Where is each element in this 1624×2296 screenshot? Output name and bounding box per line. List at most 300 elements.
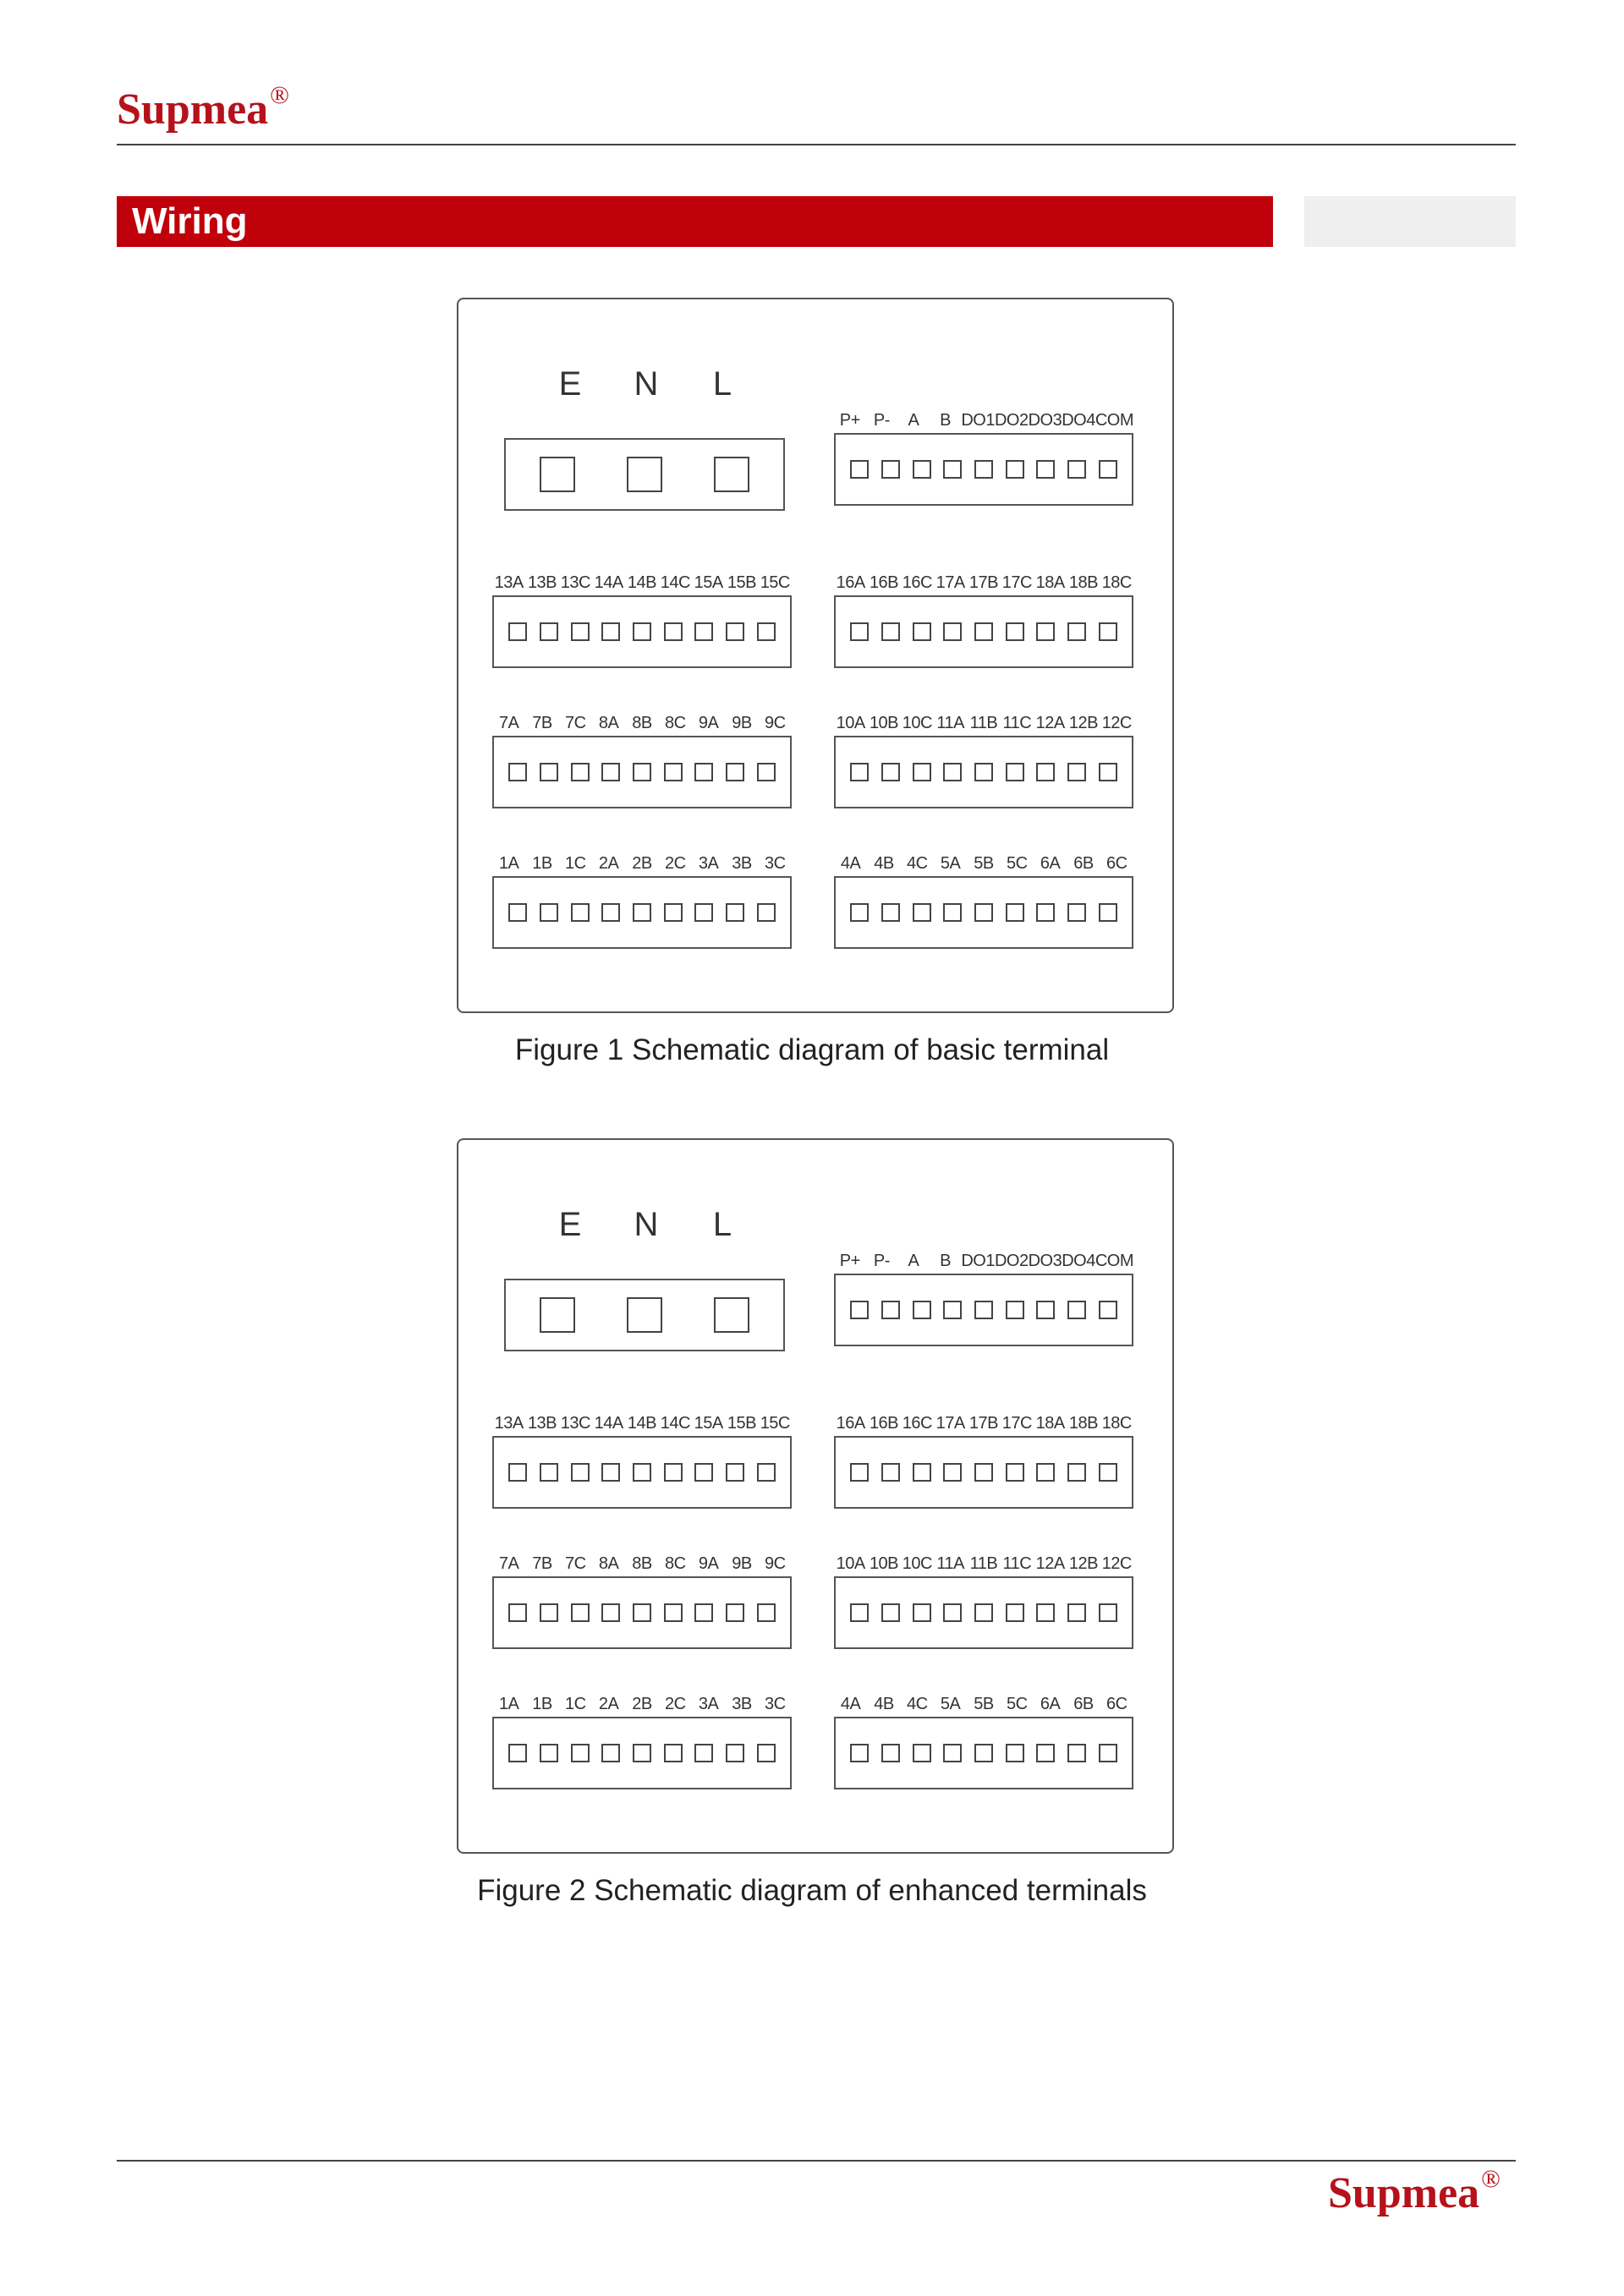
terminal-slot xyxy=(943,1301,962,1319)
terminal-slot xyxy=(850,1463,869,1482)
terminal-slot xyxy=(913,1301,931,1319)
terminal-label: DO2 xyxy=(994,1252,1029,1270)
terminal-slot xyxy=(881,903,900,922)
terminal-slot xyxy=(850,903,869,922)
terminal-label: 12A xyxy=(1035,714,1065,732)
terminal-slot xyxy=(1099,903,1117,922)
terminal-slot xyxy=(601,763,620,781)
terminal-slot xyxy=(726,1603,744,1622)
terminal-slot xyxy=(1036,1463,1055,1482)
terminal-labels xyxy=(492,851,792,876)
terminal-label: DO3 xyxy=(1028,1252,1062,1270)
terminal-label: 6C xyxy=(1106,854,1127,873)
terminal-label: 5B xyxy=(974,1695,994,1713)
terminal-box xyxy=(492,876,792,949)
terminal-label: COM xyxy=(1095,411,1133,430)
terminal-label: 17B xyxy=(968,573,999,592)
terminal-slot xyxy=(694,622,713,641)
terminal-slot xyxy=(1036,622,1055,641)
terminal-label: 1A xyxy=(498,854,519,873)
terminal-label: 10C xyxy=(902,1554,932,1573)
terminal-label: 8C xyxy=(665,1554,686,1573)
terminal-slot xyxy=(1099,460,1117,479)
terminal-labels xyxy=(492,570,792,595)
terminal-label: 11A xyxy=(936,714,964,732)
power-label: N xyxy=(634,1206,659,1243)
terminal-label: 10B xyxy=(869,1554,899,1573)
terminal-slot xyxy=(601,622,620,641)
terminal-slot xyxy=(714,457,749,492)
terminal-label: 17C xyxy=(1001,1414,1032,1433)
terminal-block xyxy=(492,851,792,949)
terminal-label: 13A xyxy=(494,1414,524,1433)
terminal-label: 4C xyxy=(907,854,928,873)
terminal-box xyxy=(492,595,792,668)
terminal-labels xyxy=(492,710,792,736)
terminal-slot xyxy=(913,903,931,922)
power-terminal-box xyxy=(504,1279,785,1351)
terminal-slot xyxy=(850,1603,869,1622)
terminal-slot xyxy=(726,1463,744,1482)
terminal-label: 15C xyxy=(760,573,790,592)
terminal-slot xyxy=(540,1744,558,1762)
terminal-label: P+ xyxy=(839,1252,860,1270)
terminal-block xyxy=(492,570,792,668)
power-label: L xyxy=(712,1206,732,1243)
terminal-block xyxy=(492,1551,792,1649)
terminal-slot xyxy=(601,903,620,922)
terminal-label: P- xyxy=(873,1252,890,1270)
terminal-slot xyxy=(508,622,527,641)
terminal-label: 15B xyxy=(727,1414,756,1433)
power-labels xyxy=(553,1206,739,1244)
terminal-label: 2C xyxy=(665,1695,686,1713)
terminal-label: 6A xyxy=(1040,854,1061,873)
terminal-slot xyxy=(714,1297,749,1333)
terminal-label: 10A xyxy=(836,714,865,732)
terminal-slot xyxy=(974,763,993,781)
terminal-block xyxy=(834,1551,1133,1649)
terminal-box xyxy=(834,595,1133,668)
terminal-label: 3B xyxy=(732,854,752,873)
terminal-slot xyxy=(1067,1603,1086,1622)
terminal-block xyxy=(834,1691,1133,1789)
registered-mark: ® xyxy=(1481,2165,1501,2193)
terminal-slot xyxy=(1067,903,1086,922)
terminal-box xyxy=(834,1576,1133,1649)
comm-terminal-block xyxy=(834,408,1133,506)
terminal-label: 11B xyxy=(969,1554,998,1573)
terminal-label: 17A xyxy=(935,1414,965,1433)
terminal-label: 14C xyxy=(660,573,690,592)
section-title: Wiring xyxy=(117,196,1273,247)
terminal-slot xyxy=(726,763,744,781)
terminal-label: 14C xyxy=(660,1414,690,1433)
terminal-slot xyxy=(694,903,713,922)
terminal-slot xyxy=(1006,763,1024,781)
terminal-slot xyxy=(974,1463,993,1482)
terminal-slot xyxy=(1036,763,1055,781)
terminal-label: 3A xyxy=(698,1695,719,1713)
terminal-slot xyxy=(1067,460,1086,479)
terminal-label: 6B xyxy=(1073,1695,1094,1713)
terminal-label: 18B xyxy=(1068,1414,1098,1433)
terminal-label: 17B xyxy=(968,1414,999,1433)
terminal-slot xyxy=(974,1301,993,1319)
terminal-slot xyxy=(1036,1744,1055,1762)
terminal-label: 12B xyxy=(1068,714,1098,732)
terminal-slot xyxy=(757,903,776,922)
terminal-slot xyxy=(1099,763,1117,781)
terminal-slot xyxy=(1099,622,1117,641)
terminal-label: 7C xyxy=(565,1554,586,1573)
terminal-slot xyxy=(540,457,575,492)
brand-logo xyxy=(117,81,289,134)
terminal-block xyxy=(834,851,1133,949)
terminal-slot xyxy=(694,1463,713,1482)
terminal-slot xyxy=(881,1463,900,1482)
terminal-slot xyxy=(540,1463,558,1482)
terminal-label: 18A xyxy=(1035,1414,1065,1433)
comm-terminal-block xyxy=(834,1248,1133,1346)
terminal-label: 16C xyxy=(902,1414,932,1433)
terminal-slot xyxy=(1006,1744,1024,1762)
terminal-slot xyxy=(1067,1301,1086,1319)
terminal-slot xyxy=(757,763,776,781)
terminal-slot xyxy=(1036,903,1055,922)
terminal-label: 2A xyxy=(598,854,619,873)
footer-logo xyxy=(1328,2165,1501,2217)
terminal-slot xyxy=(881,763,900,781)
terminal-slot xyxy=(664,1463,683,1482)
terminal-slot xyxy=(1036,460,1055,479)
registered-mark: ® xyxy=(270,81,289,109)
terminal-label: 16C xyxy=(902,573,932,592)
terminal-label: 2C xyxy=(665,854,686,873)
terminal-slot xyxy=(1099,1463,1117,1482)
terminal-label: B xyxy=(940,411,951,430)
terminal-label: 16A xyxy=(836,573,865,592)
figure-caption: Figure 2 Schematic diagram of enhanced terminals xyxy=(477,1874,1147,1907)
terminal-label: 7C xyxy=(565,714,586,732)
terminal-label: 4B xyxy=(874,854,894,873)
terminal-label: DO4 xyxy=(1062,1252,1095,1270)
terminal-slot xyxy=(913,763,931,781)
terminal-slot xyxy=(881,1744,900,1762)
terminal-slot xyxy=(1036,1301,1055,1319)
terminal-label: 5B xyxy=(974,854,994,873)
terminal-slot xyxy=(726,622,744,641)
terminal-label: 8B xyxy=(632,714,652,732)
terminal-label: 13C xyxy=(560,1414,590,1433)
terminal-slot xyxy=(881,460,900,479)
terminal-label: 8C xyxy=(665,714,686,732)
terminal-label: 13B xyxy=(527,1414,557,1433)
terminal-box xyxy=(492,1576,792,1649)
terminal-slot xyxy=(1006,460,1024,479)
terminal-label: 1C xyxy=(565,854,586,873)
terminal-label: 4B xyxy=(874,1695,894,1713)
terminal-label: 18A xyxy=(1035,573,1065,592)
terminal-label: 2A xyxy=(598,1695,619,1713)
terminal-label: 1B xyxy=(532,854,552,873)
terminal-labels xyxy=(834,408,1133,433)
terminal-slot xyxy=(601,1603,620,1622)
terminal-box xyxy=(834,1717,1133,1789)
terminal-slot xyxy=(664,622,683,641)
terminal-slot xyxy=(913,622,931,641)
terminal-box xyxy=(834,1274,1133,1346)
terminal-label: 5A xyxy=(940,1695,961,1713)
terminal-label: 14A xyxy=(594,573,623,592)
terminal-label: 18C xyxy=(1101,573,1132,592)
terminal-slot xyxy=(943,903,962,922)
terminal-label: 2B xyxy=(632,1695,652,1713)
terminal-slot xyxy=(1067,1744,1086,1762)
terminal-slot xyxy=(508,1463,527,1482)
terminal-slot xyxy=(571,1463,590,1482)
figure-caption: Figure 1 Schematic diagram of basic terminal xyxy=(514,1033,1110,1066)
terminal-label: 10A xyxy=(836,1554,865,1573)
terminal-slot xyxy=(664,1744,683,1762)
terminal-label: 3C xyxy=(765,1695,786,1713)
terminal-box xyxy=(492,1717,792,1789)
terminal-label: 11A xyxy=(936,1554,964,1573)
terminal-box xyxy=(834,736,1133,808)
terminal-slot xyxy=(1036,1603,1055,1622)
power-label: L xyxy=(712,365,732,403)
terminal-slot xyxy=(913,1603,931,1622)
terminal-label: 7A xyxy=(498,714,519,732)
terminal-label: 4A xyxy=(840,854,861,873)
terminal-label: 9B xyxy=(732,1554,752,1573)
terminal-label: 5A xyxy=(940,854,961,873)
terminal-slot xyxy=(633,763,651,781)
terminal-slot xyxy=(694,1603,713,1622)
terminal-block xyxy=(834,710,1133,808)
terminal-slot xyxy=(633,622,651,641)
terminal-slot xyxy=(913,1744,931,1762)
terminal-slot xyxy=(508,1603,527,1622)
terminal-label: 1C xyxy=(565,1695,586,1713)
terminal-slot xyxy=(664,763,683,781)
terminal-label: 11C xyxy=(1002,714,1032,732)
terminal-label: 16B xyxy=(869,573,899,592)
terminal-slot xyxy=(913,460,931,479)
brand-name: Supmea xyxy=(117,85,269,134)
terminal-slot xyxy=(943,460,962,479)
terminal-label: 16B xyxy=(869,1414,899,1433)
terminal-label: 15A xyxy=(694,573,723,592)
footer-rule xyxy=(117,2160,1516,2162)
terminal-slot xyxy=(540,1297,575,1333)
terminal-label: P- xyxy=(873,411,890,430)
terminal-labels xyxy=(834,1551,1133,1576)
terminal-slot xyxy=(627,1297,662,1333)
terminal-slot xyxy=(881,1603,900,1622)
terminal-label: 10C xyxy=(902,714,932,732)
terminal-slot xyxy=(633,1463,651,1482)
terminal-slot xyxy=(943,1744,962,1762)
section-bar-accent xyxy=(1304,196,1516,247)
terminal-panel-basic xyxy=(457,298,1174,1013)
terminal-slot xyxy=(943,622,962,641)
power-labels xyxy=(553,365,739,403)
terminal-box xyxy=(492,736,792,808)
terminal-label: 14A xyxy=(594,1414,623,1433)
terminal-label: 6B xyxy=(1073,854,1094,873)
terminal-block xyxy=(492,710,792,808)
terminal-label: 9A xyxy=(698,1554,719,1573)
terminal-label: 18B xyxy=(1068,573,1098,592)
terminal-block xyxy=(834,1411,1133,1509)
terminal-label: 10B xyxy=(869,714,899,732)
terminal-label: 8A xyxy=(598,1554,619,1573)
terminal-labels xyxy=(834,1411,1133,1436)
terminal-label: 1B xyxy=(532,1695,552,1713)
terminal-label: COM xyxy=(1095,1252,1133,1270)
terminal-label: DO1 xyxy=(961,411,995,430)
terminal-slot xyxy=(974,622,993,641)
terminal-label: A xyxy=(908,1252,919,1270)
terminal-slot xyxy=(540,903,558,922)
terminal-label: A xyxy=(908,411,919,430)
terminal-label: DO4 xyxy=(1062,411,1095,430)
terminal-box xyxy=(834,433,1133,506)
terminal-slot xyxy=(850,460,869,479)
terminal-labels xyxy=(492,1411,792,1436)
terminal-label: 7B xyxy=(532,714,552,732)
power-label: E xyxy=(558,365,582,403)
power-terminal-block xyxy=(504,438,785,511)
terminal-slot xyxy=(974,460,993,479)
terminal-labels xyxy=(492,1551,792,1576)
terminal-labels xyxy=(492,1691,792,1717)
terminal-slot xyxy=(850,622,869,641)
terminal-slot xyxy=(601,1744,620,1762)
terminal-label: 11B xyxy=(969,714,998,732)
terminal-slot xyxy=(1067,763,1086,781)
terminal-slot xyxy=(540,1603,558,1622)
terminal-slot xyxy=(571,1744,590,1762)
terminal-label: 14B xyxy=(627,1414,657,1433)
terminal-label: 17A xyxy=(935,573,965,592)
terminal-label: 6C xyxy=(1106,1695,1127,1713)
terminal-slot xyxy=(1099,1301,1117,1319)
terminal-label: 15C xyxy=(760,1414,790,1433)
terminal-slot xyxy=(508,1744,527,1762)
terminal-slot xyxy=(694,763,713,781)
terminal-label: 1A xyxy=(498,1695,519,1713)
terminal-slot xyxy=(571,1603,590,1622)
terminal-slot xyxy=(974,1603,993,1622)
terminal-block xyxy=(834,570,1133,668)
terminal-label: DO3 xyxy=(1028,411,1062,430)
terminal-slot xyxy=(664,1603,683,1622)
terminal-slot xyxy=(943,763,962,781)
terminal-label: 15A xyxy=(694,1414,723,1433)
terminal-slot xyxy=(508,763,527,781)
terminal-slot xyxy=(1006,622,1024,641)
terminal-labels xyxy=(834,570,1133,595)
terminal-label: 13A xyxy=(494,573,524,592)
terminal-label: B xyxy=(940,1252,951,1270)
terminal-slot xyxy=(850,1744,869,1762)
terminal-labels xyxy=(834,710,1133,736)
terminal-slot xyxy=(757,1463,776,1482)
terminal-label: DO1 xyxy=(961,1252,995,1270)
power-terminal-box xyxy=(504,438,785,511)
terminal-labels xyxy=(834,1691,1133,1717)
terminal-panel-enhanced xyxy=(457,1138,1174,1854)
terminal-slot xyxy=(850,1301,869,1319)
terminal-label: 4A xyxy=(840,1695,861,1713)
terminal-slot xyxy=(726,1744,744,1762)
terminal-label: 12A xyxy=(1035,1554,1065,1573)
terminal-slot xyxy=(726,903,744,922)
terminal-block xyxy=(492,1691,792,1789)
terminal-slot xyxy=(1006,1603,1024,1622)
terminal-label: 18C xyxy=(1101,1414,1132,1433)
terminal-label: 5C xyxy=(1007,1695,1028,1713)
terminal-label: 3A xyxy=(698,854,719,873)
terminal-label: 8B xyxy=(632,1554,652,1573)
terminal-slot xyxy=(540,622,558,641)
terminal-label: 7A xyxy=(498,1554,519,1573)
terminal-slot xyxy=(571,903,590,922)
terminal-label: 4C xyxy=(907,1695,928,1713)
terminal-slot xyxy=(571,622,590,641)
terminal-slot xyxy=(633,903,651,922)
terminal-slot xyxy=(881,1301,900,1319)
terminal-block xyxy=(492,1411,792,1509)
terminal-label: 11C xyxy=(1002,1554,1032,1573)
terminal-slot xyxy=(633,1744,651,1762)
terminal-slot xyxy=(540,763,558,781)
terminal-label: P+ xyxy=(839,411,860,430)
terminal-label: 7B xyxy=(532,1554,552,1573)
terminal-slot xyxy=(1006,1463,1024,1482)
terminal-slot xyxy=(757,1744,776,1762)
terminal-slot xyxy=(508,903,527,922)
terminal-label: 13C xyxy=(560,573,590,592)
terminal-slot xyxy=(943,1463,962,1482)
terminal-slot xyxy=(601,1463,620,1482)
brand-name: Supmea xyxy=(1328,2169,1480,2217)
terminal-label: 12C xyxy=(1101,1554,1132,1573)
terminal-label: 2B xyxy=(632,854,652,873)
terminal-slot xyxy=(881,622,900,641)
power-terminal-block xyxy=(504,1279,785,1351)
terminal-label: 16A xyxy=(836,1414,865,1433)
terminal-slot xyxy=(974,903,993,922)
terminal-slot xyxy=(694,1744,713,1762)
terminal-label: 17C xyxy=(1001,573,1032,592)
terminal-label: DO2 xyxy=(994,411,1029,430)
terminal-label: 12C xyxy=(1101,714,1132,732)
terminal-slot xyxy=(913,1463,931,1482)
power-label: E xyxy=(558,1206,582,1243)
terminal-labels xyxy=(834,1248,1133,1274)
terminal-slot xyxy=(757,1603,776,1622)
terminal-slot xyxy=(571,763,590,781)
terminal-slot xyxy=(1006,903,1024,922)
terminal-slot xyxy=(1099,1744,1117,1762)
terminal-label: 12B xyxy=(1068,1554,1098,1573)
terminal-label: 15B xyxy=(727,573,756,592)
terminal-slot xyxy=(633,1603,651,1622)
terminal-label: 3C xyxy=(765,854,786,873)
